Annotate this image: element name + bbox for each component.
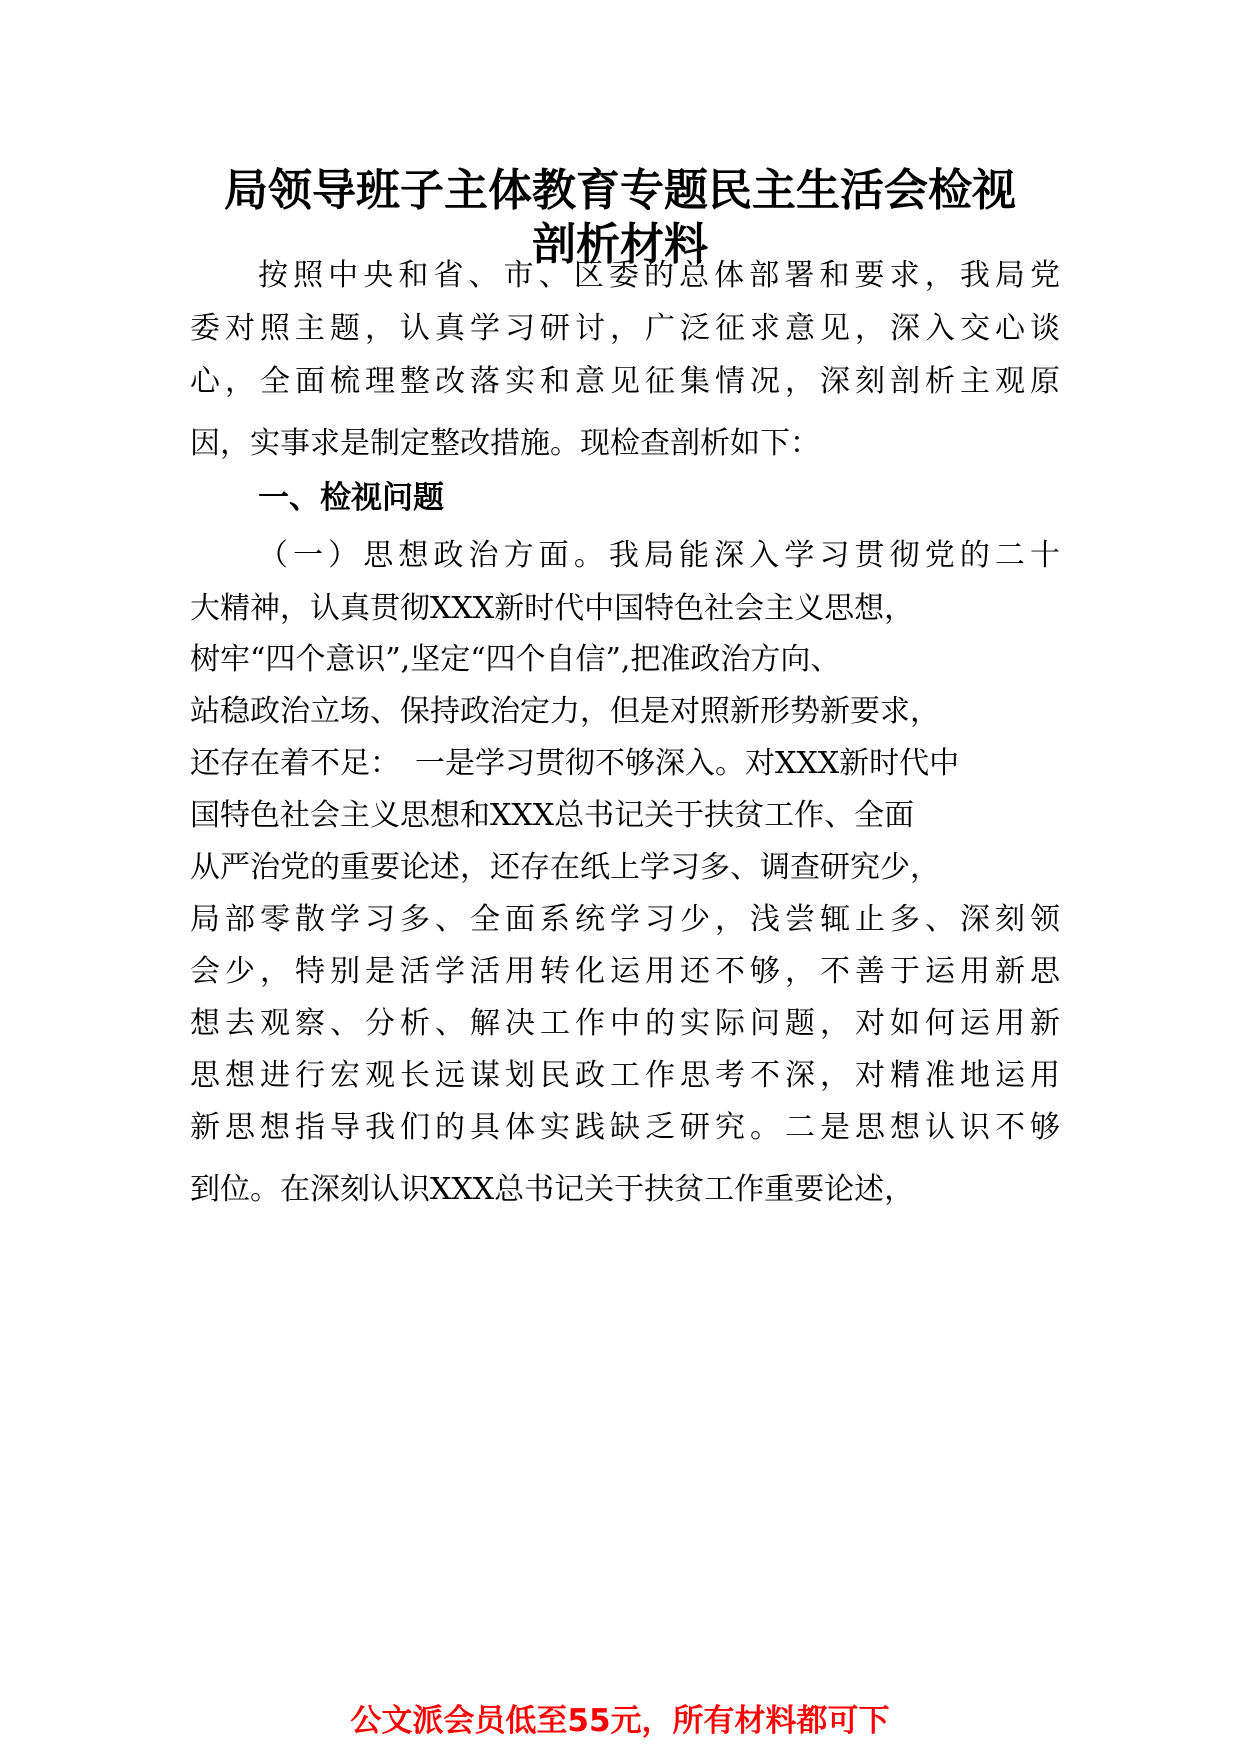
document-title-line-2: 剖析材料 [532, 219, 708, 270]
body-line: 站稳政治立场、保持政治定力，但是对照新形势新要求， [190, 694, 940, 729]
body-line: 思想进行宏观长远谋划民政工作思考不深，对精准地运用 [190, 1058, 1060, 1093]
body-line: 还存在着不足： 一是学习贯彻不够深入。对XXX新时代中 [190, 746, 960, 781]
body-line: 树牢“四个意识”,坚定“四个自信”,把准政治方向、 [190, 642, 841, 677]
promo-footer: 公文派会员低至55元，所有材料都可下 [350, 1703, 890, 1739]
body-line: 新思想指导我们的具体实践缺乏研究。二是思想认识不够 [190, 1110, 1060, 1145]
body-line: 到位。在深刻认识XXX总书记关于扶贫工作重要论述， [190, 1172, 915, 1207]
intro-line: 心，全面梳理整改落实和意见征集情况，深刻剖析主观原 [190, 364, 1060, 399]
section-heading: 一、检视问题 [258, 480, 444, 516]
intro-line: 因，实事求是制定整改措施。现检查剖析如下： [190, 426, 820, 461]
body-line: 想去观察、分析、解决工作中的实际问题，对如何运用新 [190, 1006, 1060, 1041]
body-line: 从严治党的重要论述，还存在纸上学习多、调查研究少， [190, 850, 940, 885]
document-title-line-1: 局领导班子主体教育专题民主生活会检视 [224, 165, 1016, 216]
body-line: 局部零散学习多、全面系统学习少，浅尝辄止多、深刻领 [190, 902, 1060, 937]
intro-line: 委对照主题，认真学习研讨，广泛征求意见，深入交心谈 [190, 311, 1060, 346]
intro-line: 按照中央和省、市、区委的总体部署和要求，我局党 [258, 258, 1060, 293]
body-line: 会少，特别是活学活用转化运用还不够，不善于运用新思 [190, 954, 1060, 989]
body-line: （一）思想政治方面。我局能深入学习贯彻党的二十 [258, 538, 1060, 573]
body-line: 国特色社会主义思想和XXX总书记关于扶贫工作、全面 [190, 798, 915, 833]
body-line: 大精神，认真贯彻XXX新时代中国特色社会主义思想， [190, 591, 915, 626]
